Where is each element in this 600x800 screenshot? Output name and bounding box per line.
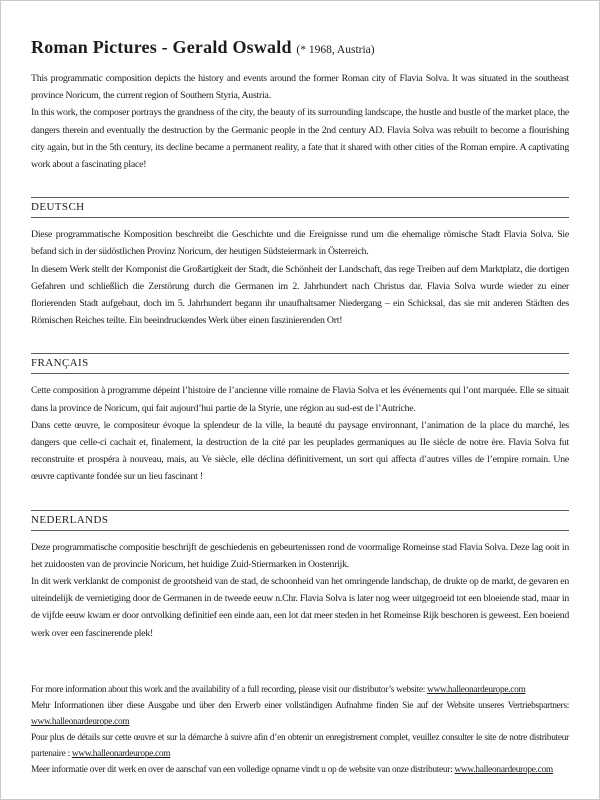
section-francais: [31, 353, 569, 485]
french-description: [31, 382, 569, 485]
footer-line-french: [31, 730, 569, 762]
distributor-link-german[interactable]: www.halleonardeurope.com: [31, 716, 130, 727]
footer-line-german: [31, 698, 569, 730]
intro-paragraph-2: In this work, the composer portrays the grandness of the city, the beauty of its surrounding landscape, the hustle and bustle of the market place, the dangers therein and eventually the destruction by the Germanic people in the 2nd century AD. Flavia Solva was rebuilt to become a flourishing city again, but in the 5th century, its decline became a permanent reality, a fate that it shared with other cities of the Roman empire. A captivating work about a fascinating place!: [31, 107, 569, 171]
dutch-paragraph-2: In dit werk verklankt de componist de grootsheid van de stad, de schoonheid van het omringende landschap, de drukte op de markt, de gevaren en uiteindelijk de vernietiging door de Germanen in de tweede eeuw n.Chr. Flavia Solva is later nog weer uitgegroeid tot een bloeiende stad, maar in de vijfde eeuw kwam er door ontvolking definitief een einde aan, een lot dat meer steden in het Romeinse Rijk beschoren is geweest. Een boeiend werk over een fascinerende plek!: [31, 576, 569, 639]
section-heading-nederlands: NEDERLANDS: [31, 510, 569, 531]
footer-line-dutch: [31, 762, 569, 778]
section-heading-deutsch: DEUTSCH: [31, 197, 569, 218]
intro-english-description: [31, 70, 569, 173]
german-paragraph-2: In diesem Werk stellt der Komponist die Großartigkeit der Stadt, die Schönheit der Landschaft, das rege Treiben auf dem Marktplatz, die dortigen Gefahren und schließlich die Zerstörung durch die Germanen im 2. Jahrhundert nach Christus dar. Flavia Solva wurde wieder zu einer florierenden Stadt aufgebaut, doch im 5. Jahrhundert begann ihr unaufhaltsamer Niedergang – ein Schicksal, das sie mit anderen Städten des Römischen Reiches teilte. Ein beeindruckendes Werk über einen faszinierenden Ort!: [31, 263, 569, 327]
work-and-composer-title: Roman Pictures - Gerald Oswald: [31, 37, 292, 57]
german-paragraph-1: Diese programmatische Komposition beschreibt die Geschichte und die Ereignisse rund um die ehemalige römische Stadt Flavia Solva. Sie befand sich in der südöstlichen Provinz Noricum, der heutigen Südsteiermark in Österreich.: [31, 229, 569, 258]
section-heading-francais: FRANÇAIS: [31, 353, 569, 374]
french-paragraph-1: Cette composition à programme dépeint l’histoire de l’ancienne ville romaine de Flavia Solva et les événements qui l’ont marquée. Elle se situait dans la province de Noricum, qui fait aujourd’hui partie de la Styrie, une région au sud-est de l’Autriche.: [31, 385, 569, 414]
footer-text-english: For more information about this work and the availability of a full recording, please visit our distributor’s website:: [31, 684, 428, 695]
footer-text-french: Pour plus de détails sur cette œuvre et sur la démarche à suivre afin d’en obtenir un enregistrement complet, veuillez consulter le site de notre distributeur partenaire :: [31, 732, 569, 759]
intro-paragraph-1: This programmatic composition depicts the history and events around the former Roman city of Flavia Solva. It was situated in the southeast province Noricum, the current region of Southern Styria, Austria.: [31, 73, 569, 102]
french-paragraph-2: Dans cette œuvre, le compositeur évoque la splendeur de la ville, la beauté du paysage environnant, l’animation de la place du marché, les dangers que celle-ci cachait et, finalement, la destruction de la cité par les peuplades germaniques au IIe siècle de notre ère. Flavia Solva fut reconstruite et prospéra à nouveau, mais, au Ve siècle, elle déclina définitivement, un sort qui affecta d’autres villes de l’empire romain. Une œuvre captivante fondée sur un lieu fascinant !: [31, 419, 569, 483]
page-title: [31, 35, 569, 62]
footer-line-english: [31, 682, 569, 698]
distributor-info-footer: [31, 682, 569, 778]
section-deutsch: [31, 197, 569, 329]
dutch-description: [31, 539, 569, 642]
distributor-link-english[interactable]: www.halleonardeurope.com: [427, 684, 526, 695]
distributor-link-french[interactable]: www.halleonardeurope.com: [71, 748, 171, 759]
distributor-link-dutch[interactable]: www.halleonardeurope.com: [454, 764, 553, 775]
dutch-paragraph-1: Deze programmatische compositie beschrijft de geschiedenis en gebeurtenissen rond de voormalige Romeinse stad Flavia Solva. Deze lag ooit in het zuidoosten van de provincie Noricum, het huidige Zuid-Stiermarken in Oostenrijk.: [31, 541, 569, 570]
composer-birth-info: (* 1968, Austria): [296, 44, 375, 56]
german-description: [31, 226, 569, 329]
footer-text-dutch: Meer informatie over dit werk en over de aanschaf van een volledige opname vindt u op de website van onze distributeur:: [31, 764, 455, 775]
section-nederlands: [31, 510, 569, 642]
footer-text-german: Mehr Informationen über diese Ausgabe und über den Erwerb einer vollständigen Aufnahme finden Sie auf der Website unseres Vertriebspartners:: [31, 700, 569, 711]
